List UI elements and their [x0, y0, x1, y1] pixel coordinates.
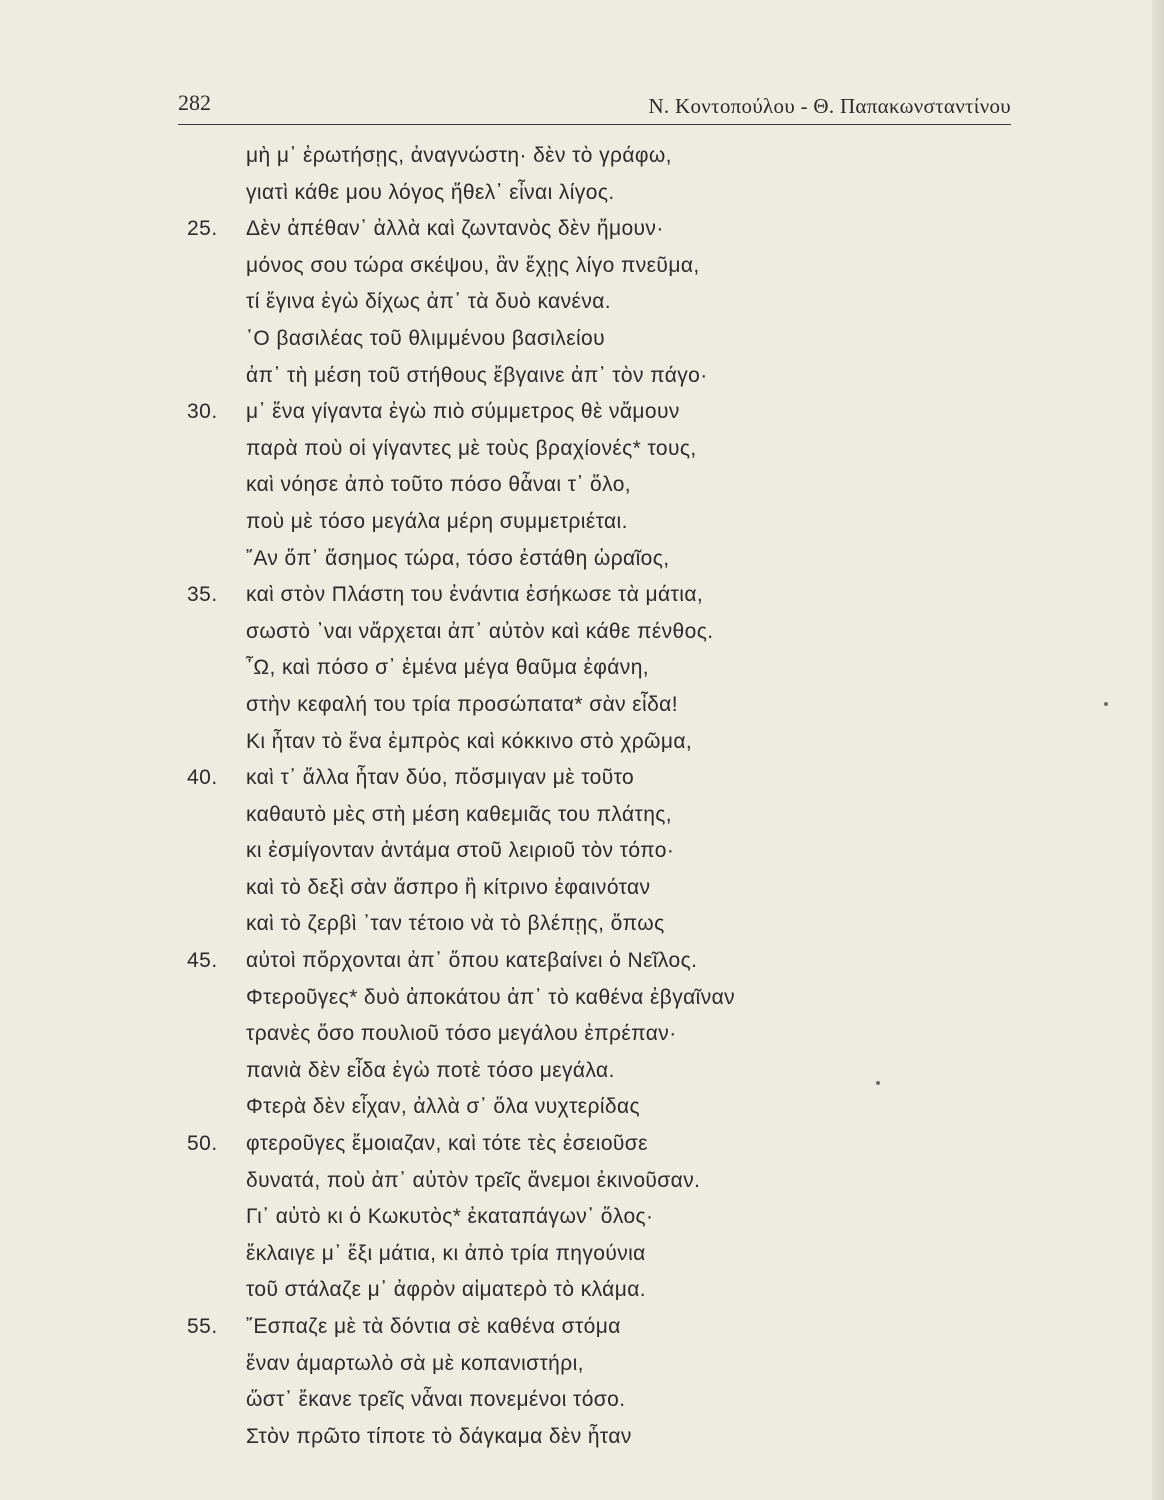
line-text: τρανὲς ὅσο πουλιοῦ τόσο μεγάλου ἐπρέπαν· [246, 1022, 677, 1046]
print-speck [876, 1081, 880, 1085]
verse-line [0, 797, 1164, 834]
verse-line [0, 431, 1164, 468]
verse-line [0, 577, 1164, 614]
line-number: 55. [187, 1315, 218, 1338]
verse-line [0, 175, 1164, 212]
verse-line [0, 833, 1164, 870]
line-text: καθαυτὸ μὲς στὴ μέση καθεμιᾶς του πλάτης, [246, 802, 673, 826]
line-number: 35. [187, 583, 218, 607]
line-text: στὴν κεφαλή του τρία προσώπατα* σὰν εἶδα! [246, 692, 678, 716]
verse-line [0, 467, 1164, 504]
print-speck [1104, 702, 1108, 706]
verse-line [0, 284, 1164, 321]
verse-line [0, 1272, 1164, 1309]
line-text: μόνος σου τώρα σκέψου, ἂν ἔχῃς λίγο πνεῦμα, [246, 253, 700, 277]
line-text: φτεροῦγες ἔμοιαζαν, καὶ τότε τὲς ἐσειοῦσε [246, 1132, 648, 1156]
line-text: πανιὰ δὲν εἶδα ἐγὼ ποτὲ τόσο μεγάλα. [246, 1058, 615, 1082]
page-number: 282 [178, 90, 211, 115]
line-text: ῾Ο βασιλέας τοῦ θλιμμένου βασιλείου [246, 326, 606, 350]
line-number: 40. [187, 766, 218, 790]
line-text: ποὺ μὲ τόσο μεγάλα μέρη συμμετριέται. [246, 509, 628, 533]
verse-line [0, 724, 1164, 761]
line-text: ἀπ᾽ τὴ μέση τοῦ στήθους ἔβγαινε ἀπ᾽ τὸν πάγο· [246, 363, 708, 387]
verse-line [0, 980, 1164, 1017]
line-text: ῎Εσπαζε μὲ τὰ δόντια σὲ καθένα στόμα [246, 1315, 621, 1338]
line-text: μ᾽ ἕνα γίγαντα ἐγὼ πιὸ σύμμετρος θὲ νἄμουν [246, 400, 680, 424]
line-text: τί ἔγινα ἐγὼ δίχως ἀπ᾽ τὰ δυὸ κανένα. [246, 290, 611, 314]
line-text: καὶ τὸ δεξὶ σὰν ἄσπρο ἢ κίτρινο ἐφαινόταν [246, 875, 651, 899]
line-text: παρὰ ποὺ οἱ γίγαντες μὲ τοὺς βραχίονές* τους, [246, 436, 697, 460]
line-text: γιατὶ κάθε μου λόγος ἤθελ᾽ εἶναι λίγος. [246, 180, 615, 204]
line-text: Κι ἦταν τὸ ἕνα ἐμπρὸς καὶ κόκκινο στὸ χρῶμα, [246, 729, 693, 753]
poem-body [0, 138, 1164, 1455]
verse-line [0, 650, 1164, 687]
line-text: καὶ τ᾽ ἄλλα ἦταν δύο, πὄσμιγαν μὲ τοῦτο [246, 766, 635, 790]
verse-line [0, 1016, 1164, 1053]
verse-line [0, 1163, 1164, 1200]
verse-line [0, 760, 1164, 797]
line-text: ἔκλαιγε μ᾽ ἕξι μάτια, κι ἀπὸ τρία πηγούνια [246, 1241, 646, 1265]
running-head: Ν. Κοντοπούλου - Θ. Παπακωνσταντίνου [648, 94, 1011, 118]
verse-line [0, 1236, 1164, 1273]
line-text: Δὲν ἀπέθαν᾽ ἀλλὰ καὶ ζωντανὸς δὲν ἤμουν· [246, 217, 664, 241]
verse-line [0, 248, 1164, 285]
verse-line [0, 1382, 1164, 1419]
line-text: Φτεροῦγες* δυὸ ἀποκάτου ἀπ᾽ τὸ καθένα ἐβγαῖναν [246, 985, 736, 1009]
verse-line [0, 1309, 1164, 1346]
line-text: Γι᾽ αὐτὸ κι ὁ Κωκυτὸς* ἐκαταπάγων᾽ ὅλος· [246, 1205, 654, 1229]
line-text: αὐτοὶ πὄρχονται ἀπ᾽ ὅπου κατεβαίνει ὁ Νεῖλος. [246, 949, 698, 973]
line-number: 30. [187, 400, 218, 424]
line-text: Φτερὰ δὲν εἶχαν, ἀλλὰ σ᾽ ὅλα νυχτερίδας [246, 1095, 641, 1119]
verse-line [0, 1126, 1164, 1163]
line-text: σωστὸ ᾽ναι νἄρχεται ἀπ᾽ αὐτὸν καὶ κάθε πένθος. [246, 619, 714, 643]
line-text: καὶ τὸ ζερβὶ ᾽ταν τέτοιο νὰ τὸ βλέπῃς, ὅπως [246, 912, 665, 936]
line-text: ῏Ω, καὶ πόσο σ᾽ ἐμένα μέγα θαῦμα ἐφάνη, [246, 656, 650, 680]
verse-line [0, 358, 1164, 395]
line-text: ἕναν ἁμαρτωλὸ σὰ μὲ κοπανιστήρι, [246, 1351, 584, 1375]
verse-line [0, 211, 1164, 248]
verse-line [0, 1053, 1164, 1090]
verse-line [0, 943, 1164, 980]
line-text: Στὸν πρῶτο τίποτε τὸ δάγκαμα δὲν ἦταν [246, 1424, 632, 1448]
verse-line [0, 1199, 1164, 1236]
line-number: 25. [187, 217, 218, 241]
verse-line [0, 394, 1164, 431]
line-text: καὶ νόησε ἀπὸ τοῦτο πόσο θἆναι τ᾽ ὅλο, [246, 473, 632, 497]
verse-line [0, 138, 1164, 175]
verse-line [0, 1346, 1164, 1383]
line-number: 50. [187, 1132, 218, 1156]
verse-line [0, 1419, 1164, 1456]
verse-line [0, 906, 1164, 943]
verse-line [0, 1089, 1164, 1126]
verse-line [0, 541, 1164, 578]
page-header [178, 88, 1011, 125]
line-text: ῎Αν ὅπ᾽ ἄσημος τώρα, τόσο ἐστάθη ὡραῖος, [246, 546, 670, 570]
line-text: μὴ μ᾽ ἐρωτήσῃς, ἀναγνώστη· δὲν τὸ γράφω, [246, 144, 672, 167]
line-number: 45. [187, 949, 218, 973]
line-text: καὶ στὸν Πλάστη του ἐνάντια ἐσήκωσε τὰ μάτια, [246, 583, 704, 607]
verse-line [0, 870, 1164, 907]
verse-line [0, 614, 1164, 651]
line-text: κι ἐσμίγονταν ἀντάμα στοῦ λειριοῦ τὸν τόπο· [246, 839, 675, 863]
line-text: ὥστ᾽ ἔκανε τρεῖς νἆναι πονεμένοι τόσο. [246, 1388, 626, 1412]
verse-line [0, 321, 1164, 358]
verse-line [0, 504, 1164, 541]
line-text: τοῦ στάλαζε μ᾽ ἀφρὸν αἱματερὸ τὸ κλάμα. [246, 1278, 646, 1302]
verse-line [0, 687, 1164, 724]
line-text: δυνατά, ποὺ ἀπ᾽ αὐτὸν τρεῖς ἄνεμοι ἐκινοῦσαν. [246, 1168, 701, 1192]
